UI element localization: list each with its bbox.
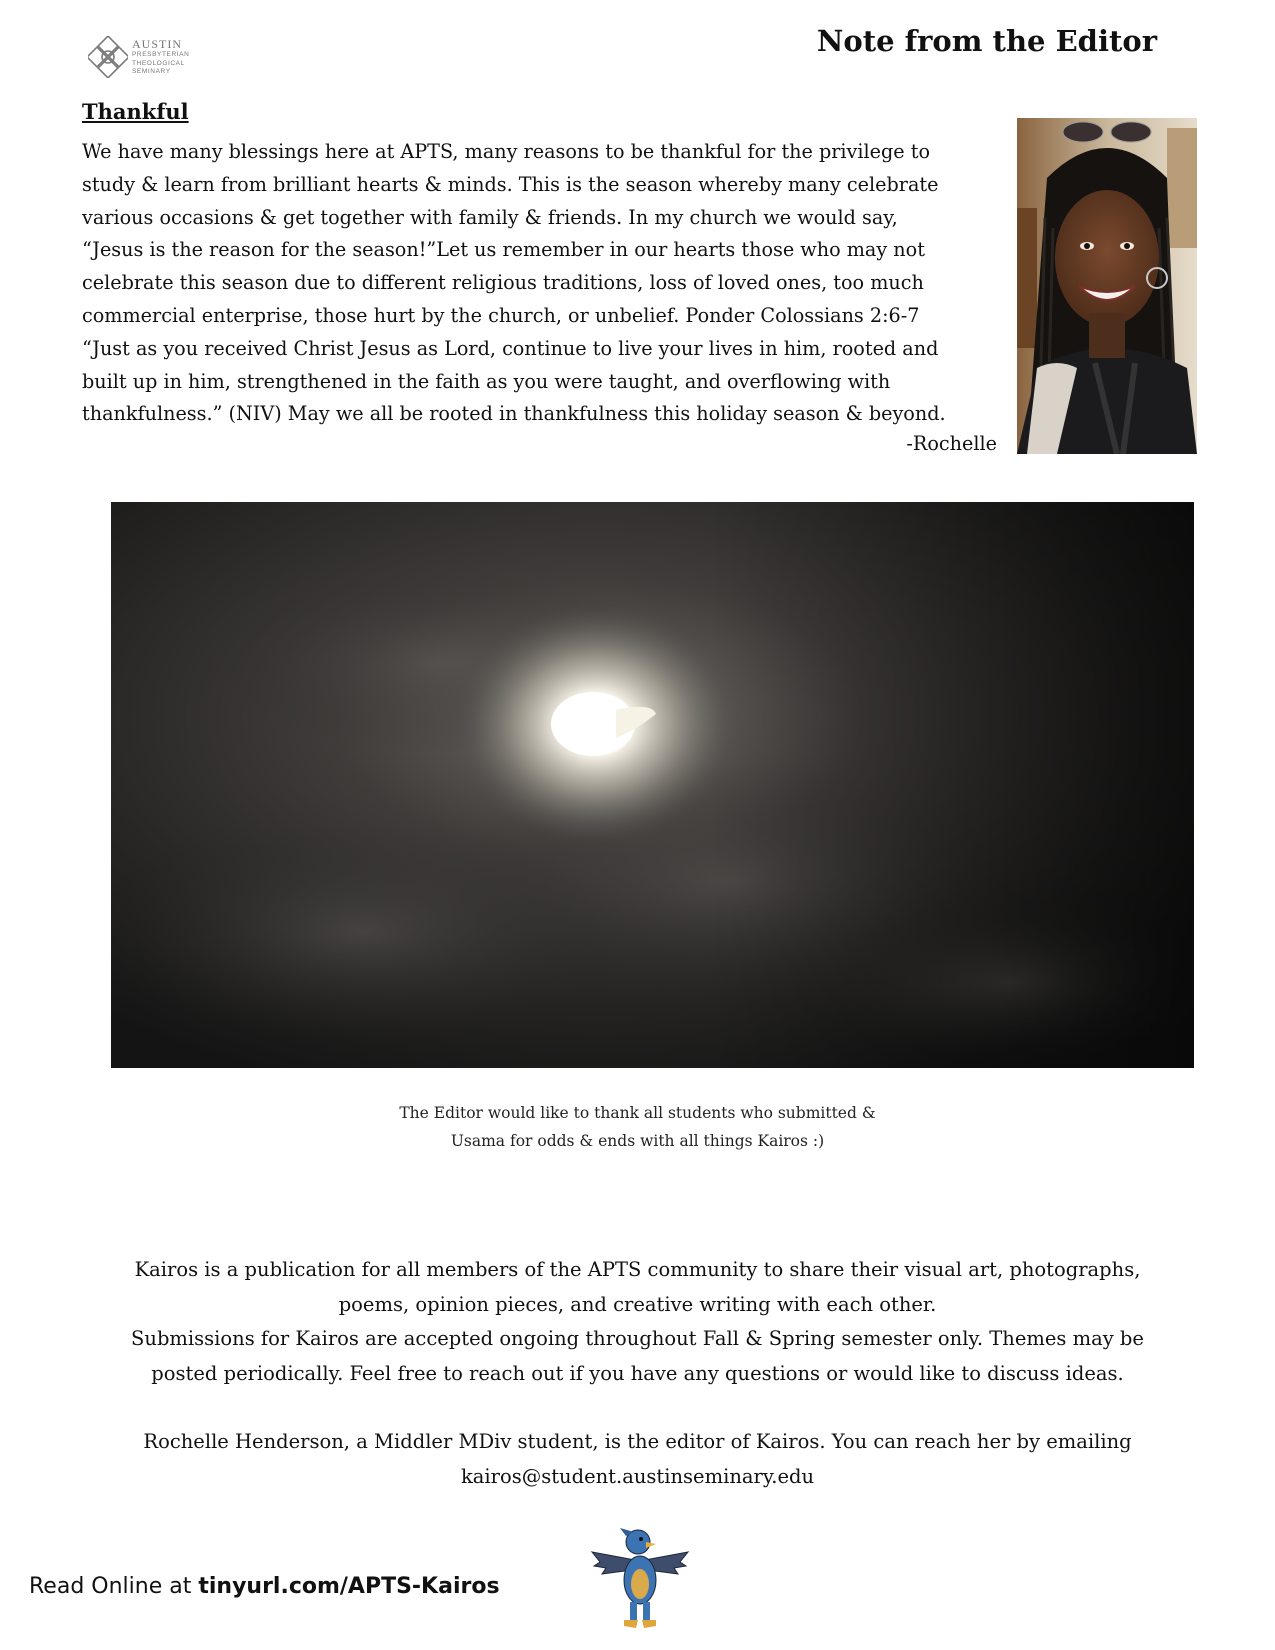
read-online-link[interactable]: tinyurl.com/APTS-Kairos	[198, 1574, 500, 1599]
article-signature: -Rochelle	[906, 432, 997, 455]
read-online-label: Read Online at	[29, 1574, 199, 1599]
about-line: poems, opinion pieces, and creative writing with each other.	[338, 1292, 937, 1316]
publication-info	[70, 1253, 1205, 1391]
article-heading: Thankful	[82, 99, 189, 124]
about-line: Submissions for Kairos are accepted ongoing throughout Fall & Spring semester only. Themes may be	[131, 1327, 1144, 1350]
logo-subname-3: SEMINARY	[132, 68, 171, 75]
editor-portrait	[1017, 118, 1197, 454]
logo-wordmark	[132, 38, 189, 76]
celtic-cross-icon	[88, 36, 128, 78]
sky-photograph	[111, 502, 1194, 1068]
photo-caption	[0, 1099, 1275, 1155]
caption-line: The Editor would like to thank all students who submitted &	[399, 1104, 876, 1122]
logo-name: AUSTIN	[132, 37, 182, 51]
article-line: study & learn from brilliant hearts & minds. This is the season whereby many celebrate	[82, 172, 939, 196]
article-line: “Jesus is the reason for the season!”Let us remember in our hearts those who may not	[82, 238, 925, 262]
about-line: posted periodically. Feel free to reach out if you have any questions or would like to discuss ideas.	[151, 1361, 1124, 1385]
article-line: “Just as you received Christ Jesus as Lord, continue to live your lives in him, rooted and	[82, 336, 939, 360]
article-line: We have many blessings here at APTS, many reasons to be thankful for the privilege to	[82, 140, 931, 163]
contact-line: Rochelle Henderson, a Middler MDiv student, is the editor of Kairos. You can reach her by emailing	[143, 1430, 1132, 1453]
article-body	[82, 136, 1002, 431]
contact-email[interactable]: kairos@student.austinseminary.edu	[460, 1464, 815, 1488]
article-line: built up in him, strengthened in the faith as you were taught, and overflowing with	[82, 369, 891, 393]
about-line: Kairos is a publication for all members of the APTS community to share their visual art, photographs,	[134, 1258, 1141, 1281]
article-line: commercial enterprise, those hurt by the church, or unbelief. Ponder Colossians 2:6-7	[82, 303, 920, 327]
logo-subname-2: THEOLOGICAL	[132, 59, 185, 67]
article-line: thankfulness.” (NIV) May we all be rooted in thankfulness this holiday season & beyond.	[82, 402, 946, 426]
eagle-mascot-icon	[590, 1522, 690, 1632]
read-online	[29, 1574, 500, 1599]
editor-contact	[70, 1425, 1205, 1494]
logo-subname-1: PRESBYTERIAN	[132, 51, 190, 58]
caption-line: Usama for odds & ends with all things Kairos :)	[450, 1132, 825, 1150]
seminary-logo	[88, 36, 198, 82]
article-line: celebrate this season due to different religious traditions, loss of loved ones, too much	[82, 271, 924, 295]
page-title: Note from the Editor	[816, 24, 1157, 58]
article-line: various occasions & get together with family & friends. In my church we would say,	[82, 205, 898, 229]
